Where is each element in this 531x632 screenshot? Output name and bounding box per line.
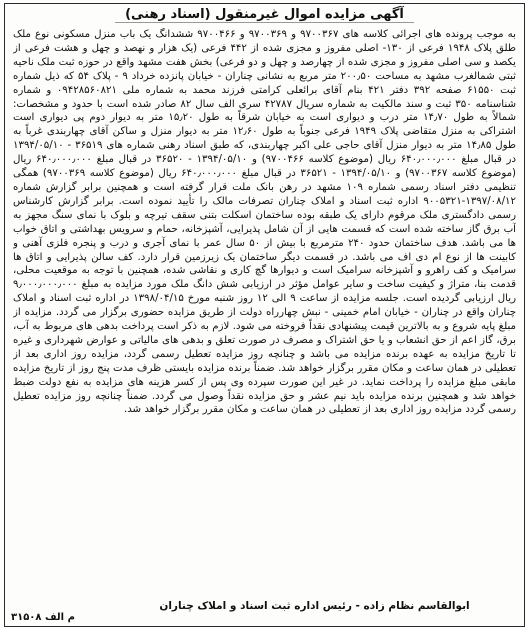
notice-body-text: به موجب پرونده های اجرائی کلاسه های ۹۷۰۰۳۶۷ و ۹۷۰۰۳۶۹ و ۹۷۰۰۴۶۶ ششدانگ یک باب منزل مسکونی نوع ملک طلق پلاک ۱۹۴۸ فرعی از ۱۳۰- اصلی مفروز و مجزی شده از ۴۴۲ فرعی (یک هزار و نهصد و چهل و هشت فرعی از یکصد و سی اصلی مفروز و مجزی شده از چهارصد و چهل و دو فرعی) بخش هفت مشهد واقع در حوزه ثبت ملک ناحیه ثبتی شمالغرب مشهد به مساحت ۲۰۰٫۵۰ متر مربع به نشانی چناران - خیابان پانزده خرداد ۹ - پلاک ۵۴ که ذیل شماره ثبت ۶۱۵۵۰ صفحه ۳۹۲ دفتر ۴۲۱ بنام آقای برائعلی کرامتی فرزند محمد به شماره ملی ۰۹۴۲۸۵۶۰۸۲۱ و شماره شناسنامه ۳۵۰ ثبت و سند مالکیت به شماره سریال ۴۲۷۸۷ سری الف سال ۸۲ صادر شده است با حدود و مشخصات: شمالاً به طول ۱۴٫۷۰ متر درب و دیواری است به خیابان شرقاً به طول ۱۵٫۲۰ متر به دیوار دوم پی دیواری است اشتراکی به منزل متقاضی پلاک ۱۹۴۹ فرعی جنوباً به طول ۱۲٫۶۰ متر به دیوار منزل و ساکن آقای چهاربندی غرباً به طول ۱۴٫۸۵ متر به دیوار منزل آقای حاجی علی اکبر چهاربندی، که طبق اسناد رهنی شماره های ۳۶۵۱۹ - ۱۳۹۴/۰۵/۱۰ در قبال مبلغ ۶۴۰٫۰۰۰٫۰۰۰ ریال (موضوع کلاسه ۹۷۰۰۴۶۶) و ۱۳۹۴/۰۵/۱۰ - ۳۶۵۲۰ در قبال مبلغ ۶۴۰٫۰۰۰٫۰۰۰ ریال (موضوع کلاسه ۹۷۰۰۳۶۷) و ۱۳۹۴/۰۵/۱۰ - ۳۶۵۲۱ در قبال مبلغ ۶۴۰٫۰۰۰٫۰۰۰ ریال (موضوع کلاسه ۹۷۰۰۳۶۹) همگی تنظیمی دفتر اسناد رسمی شماره ۱۰۹ مشهد در رهن بانک ملت قرار گرفته است و همچنین برابر گزارش شماره ۱۳۹۷/۰۸/۱۲-۹۰۰۵۳۲۱ اداره ثبت اسناد و املاک چناران تصرفات مالک را تأیید نموده است. برابر گزارش کارشناس رسمی دادگستری ملک مرقوم دارای یک طبقه بوده ساختمان اسکلت بتنی سقف تیرچه و بلوک با نمای سنگ مجهز به آب برق گاز ساخته شده است که قسمت هایی از آن شامل پذیرایی، آشپزخانه، حمام و سرویس بهداشتی و اتاق خواب ها می باشد. هدف ساختمان حدود ۲۴۰ مترمربع با بیش از ۵۰ سال عمر با نمای آجری و درب و پنجره فلزی آهنی و کابینت ها از نوع ام دی اف می باشد. در قسمت دیگر ساختمان یک زیرزمین قرار دارد. کف سالن پذیرایی و اتاق ها سرامیک و کف راهرو و آشپزخانه سرامیک است و دیوارها گچ کاری و نقاشی شده، همچنین با توجه به موقعیت محلی، قدمت بنا، متراژ و کیفیت ساخت و سایر عوامل مؤثر در ارزیابی شش دانگ ملک مورد مزایده به مبلغ ۹٫۰۰۰٫۰۰۰٫۰۰۰ ریال ارزیابی گردیده است. جلسه مزایده از ساعت ۹ الی ۱۲ روز شنبه مورخ ۱۳۹۸/۰۴/۱۵ در اداره ثبت اسناد و املاک چناران واقع در چناران - خیابان امام خمینی - نبش چهارراه دولت از طریق مزایده حضوری برگزار می گردد. مزایده از مبلغ پایه شروع و به بالاترین قیمت پیشنهادی نقداً فروخته می شود. لازم به ذکر است پرداخت بدهی های مربوط به آب، برق، گاز اعم از حق انشعاب و یا حق اشتراک و مصرف در صورت تعلق و بدهی های مالیاتی و عوارض شهرداری و غیره تا تاریخ مزایده به عهده برنده مزایده می باشد و چنانچه روز مزایده تعطیل رسمی گردد، مزایده روز اداری بعد از تعطیلی در همان ساعت و مکان مقرر برگزار خواهد شد. ضمناً برنده مزایده بایستی ظرف مدت پنج روز از تاریخ مزایده مابقی مبلغ مزایده را پرداخت نماید. در غیر این صورت سپرده وی پس از کسر هزینه های مزایده به نفع دولت ضبط خواهد شد و همچنین برنده مزایده باید نیم عشر و حق مزایده نقداً وصول می گردد. ضمناً چنانچه روز مزایده تعطیل رسمی گردد مزایده روز اداری بعد از تعطیلی در همان ساعت و مکان مقرر برگزار خواهد شد. [13, 29, 516, 416]
notice-signature: ابوالقاسم نظام زاده - رئیس اداره ثبت اسناد و املاک چناران [159, 600, 470, 612]
ad-code: م الف ۳۱۵۰۸ [11, 612, 75, 623]
notice-title: آگهی مزایده اموال غیرمنقول (اسناد رهنی) [115, 7, 414, 23]
auction-notice [4, 3, 525, 627]
notice-header [5, 4, 524, 26]
